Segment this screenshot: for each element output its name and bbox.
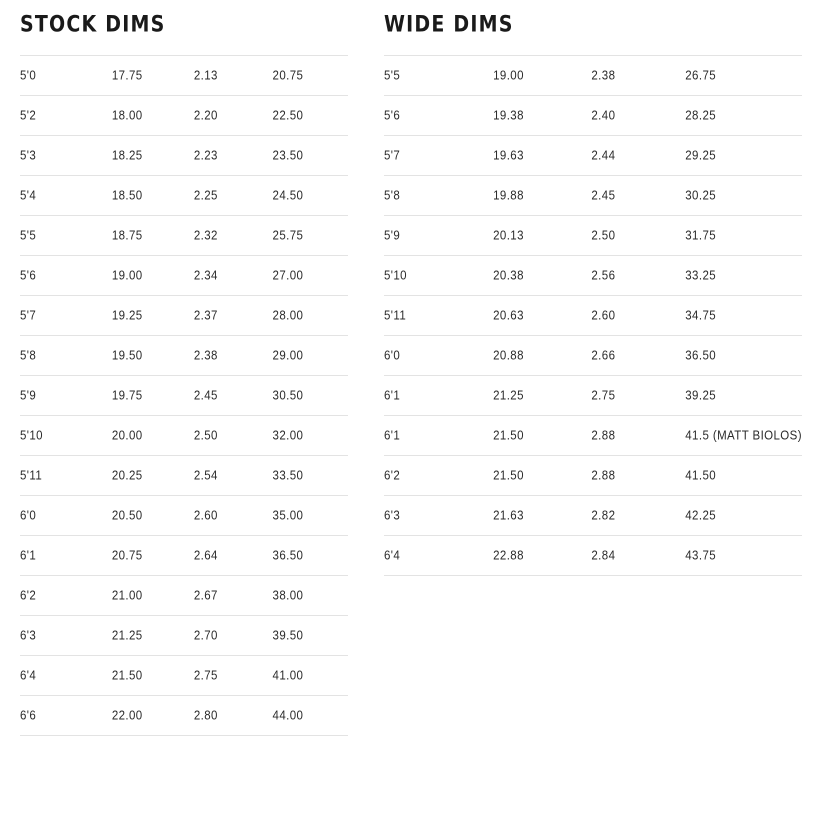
cell-length: 5'9 [20,388,37,403]
table-row [20,696,348,736]
cell-thickness: 2.64 [193,548,218,563]
cell-length: 6'2 [384,468,401,483]
cell-volume: 28.25 [685,108,717,123]
table-row [384,416,802,456]
cell-length: 5'7 [384,148,401,163]
table-row [384,536,802,576]
cell-thickness: 2.40 [591,108,616,123]
cell-thickness: 2.37 [193,308,218,323]
table-row [20,256,348,296]
cell-thickness: 2.44 [591,148,616,163]
cell-thickness: 2.23 [193,148,218,163]
table-row [384,456,802,496]
cell-volume: 43.75 [685,548,717,563]
cell-width: 20.13 [493,228,524,243]
cell-length: 6'1 [384,428,401,443]
cell-width: 21.25 [111,628,143,643]
cell-thickness: 2.75 [591,388,616,403]
cell-thickness: 2.60 [193,508,218,523]
cell-width: 18.50 [111,188,143,203]
cell-volume: 34.75 [685,308,717,323]
table-row [384,136,802,176]
cell-thickness: 2.80 [193,708,218,723]
cell-volume: 39.50 [272,628,304,643]
table-row [384,496,802,536]
cell-volume: 36.50 [272,548,304,563]
cell-length: 6'1 [20,548,37,563]
cell-length: 5'6 [384,108,401,123]
cell-volume: 23.50 [272,148,304,163]
cell-thickness: 2.56 [591,268,616,283]
cell-volume: 27.00 [272,268,304,283]
table-row [20,96,348,136]
cell-width: 21.00 [111,588,143,603]
cell-thickness: 2.66 [591,348,616,363]
cell-length: 5'5 [384,68,401,83]
table-row [20,536,348,576]
cell-length: 5'11 [384,308,407,323]
table-row [384,376,802,416]
cell-volume: 25.75 [272,228,304,243]
cell-length: 6'3 [384,508,401,523]
cell-length: 6'0 [384,348,401,363]
cell-width: 21.63 [493,508,524,523]
cell-length: 6'1 [384,388,401,403]
cell-length: 5'10 [20,428,43,443]
cell-volume: 38.00 [272,588,304,603]
stock-dims-table [20,55,348,736]
cell-volume: 30.25 [685,188,717,203]
cell-volume: 30.50 [272,388,304,403]
cell-volume: 44.00 [272,708,304,723]
cell-width: 19.00 [493,68,524,83]
cell-volume: 20.75 [272,68,304,83]
cell-volume: 35.00 [272,508,304,523]
cell-thickness: 2.60 [591,308,616,323]
cell-width: 19.25 [111,308,143,323]
cell-length: 6'0 [20,508,37,523]
table-row [20,656,348,696]
cell-thickness: 2.75 [193,668,218,683]
cell-width: 19.38 [493,108,524,123]
cell-volume: 24.50 [272,188,304,203]
wide-dims-column [366,11,820,820]
cell-width: 22.88 [493,548,524,563]
cell-width: 21.50 [111,668,143,683]
table-row [384,96,802,136]
cell-width: 20.00 [111,428,143,443]
cell-length: 5'6 [20,268,37,283]
table-row [20,456,348,496]
cell-thickness: 2.82 [591,508,616,523]
cell-width: 20.50 [111,508,143,523]
cell-thickness: 2.50 [591,228,616,243]
cell-length: 5'8 [20,348,37,363]
cell-width: 17.75 [111,68,143,83]
cell-thickness: 2.88 [591,468,616,483]
table-row [384,176,802,216]
cell-length: 5'7 [20,308,37,323]
table-row [384,296,802,336]
cell-volume: 28.00 [272,308,304,323]
table-row [20,416,348,456]
table-row [20,376,348,416]
wide-dims-title: WIDE DIMS [384,11,514,38]
cell-length: 6'4 [20,668,37,683]
cell-width: 20.63 [493,308,524,323]
cell-thickness: 2.54 [193,468,218,483]
cell-width: 20.88 [493,348,524,363]
cell-thickness: 2.67 [193,588,218,603]
wide-dims-body [384,56,802,576]
table-row [20,576,348,616]
cell-width: 22.00 [111,708,143,723]
cell-length: 5'4 [20,188,37,203]
cell-width: 20.25 [111,468,143,483]
cell-thickness: 2.25 [193,188,218,203]
cell-volume: 33.25 [685,268,717,283]
cell-length: 6'2 [20,588,37,603]
table-row [20,616,348,656]
table-row [384,336,802,376]
table-row [20,216,348,256]
cell-length: 5'2 [20,108,37,123]
cell-volume: 29.25 [685,148,717,163]
table-row [20,336,348,376]
cell-volume: 42.25 [685,508,717,523]
cell-thickness: 2.32 [193,228,218,243]
cell-length: 6'4 [384,548,401,563]
cell-length: 5'5 [20,228,37,243]
cell-width: 21.50 [493,428,524,443]
table-row [20,176,348,216]
cell-width: 21.50 [493,468,524,483]
cell-width: 18.00 [111,108,143,123]
cell-volume: 32.00 [272,428,304,443]
cell-volume: 31.75 [685,228,717,243]
cell-length: 6'3 [20,628,37,643]
cell-volume: 39.25 [685,388,717,403]
cell-thickness: 2.34 [193,268,218,283]
table-row [384,216,802,256]
cell-width: 20.38 [493,268,524,283]
cell-width: 18.75 [111,228,143,243]
table-row [20,496,348,536]
cell-thickness: 2.50 [193,428,218,443]
cell-thickness: 2.20 [193,108,218,123]
cell-width: 18.25 [111,148,143,163]
cell-length: 5'11 [20,468,43,483]
cell-width: 19.00 [111,268,143,283]
cell-thickness: 2.45 [591,188,616,203]
table-row [384,56,802,96]
cell-width: 19.75 [111,388,143,403]
cell-length: 5'9 [384,228,401,243]
cell-volume-note: 41.5 (MATT BIOLOS) [685,428,802,443]
cell-volume: 29.00 [272,348,304,363]
cell-volume: 22.50 [272,108,304,123]
cell-length: 5'3 [20,148,37,163]
table-row [384,256,802,296]
stock-dims-title: STOCK DIMS [20,11,166,38]
cell-volume: 41.00 [272,668,304,683]
cell-volume: 36.50 [685,348,717,363]
cell-thickness: 2.38 [591,68,616,83]
cell-length: 5'8 [384,188,401,203]
cell-thickness: 2.38 [193,348,218,363]
stock-dims-column [0,11,366,820]
cell-width: 19.88 [493,188,524,203]
table-row [20,296,348,336]
cell-thickness: 2.45 [193,388,218,403]
table-row [20,136,348,176]
stock-dims-body [20,56,348,736]
cell-width: 19.50 [111,348,143,363]
cell-length: 5'0 [20,68,37,83]
cell-thickness: 2.70 [193,628,218,643]
cell-thickness: 2.88 [591,428,616,443]
cell-thickness: 2.84 [591,548,616,563]
cell-width: 19.63 [493,148,524,163]
cell-volume: 26.75 [685,68,717,83]
cell-width: 20.75 [111,548,143,563]
cell-width: 21.25 [493,388,524,403]
cell-volume: 41.50 [685,468,717,483]
cell-length: 6'6 [20,708,37,723]
cell-volume: 33.50 [272,468,304,483]
table-row [20,56,348,96]
cell-length: 5'10 [384,268,407,283]
cell-thickness: 2.13 [193,68,218,83]
wide-dims-table [384,55,802,576]
